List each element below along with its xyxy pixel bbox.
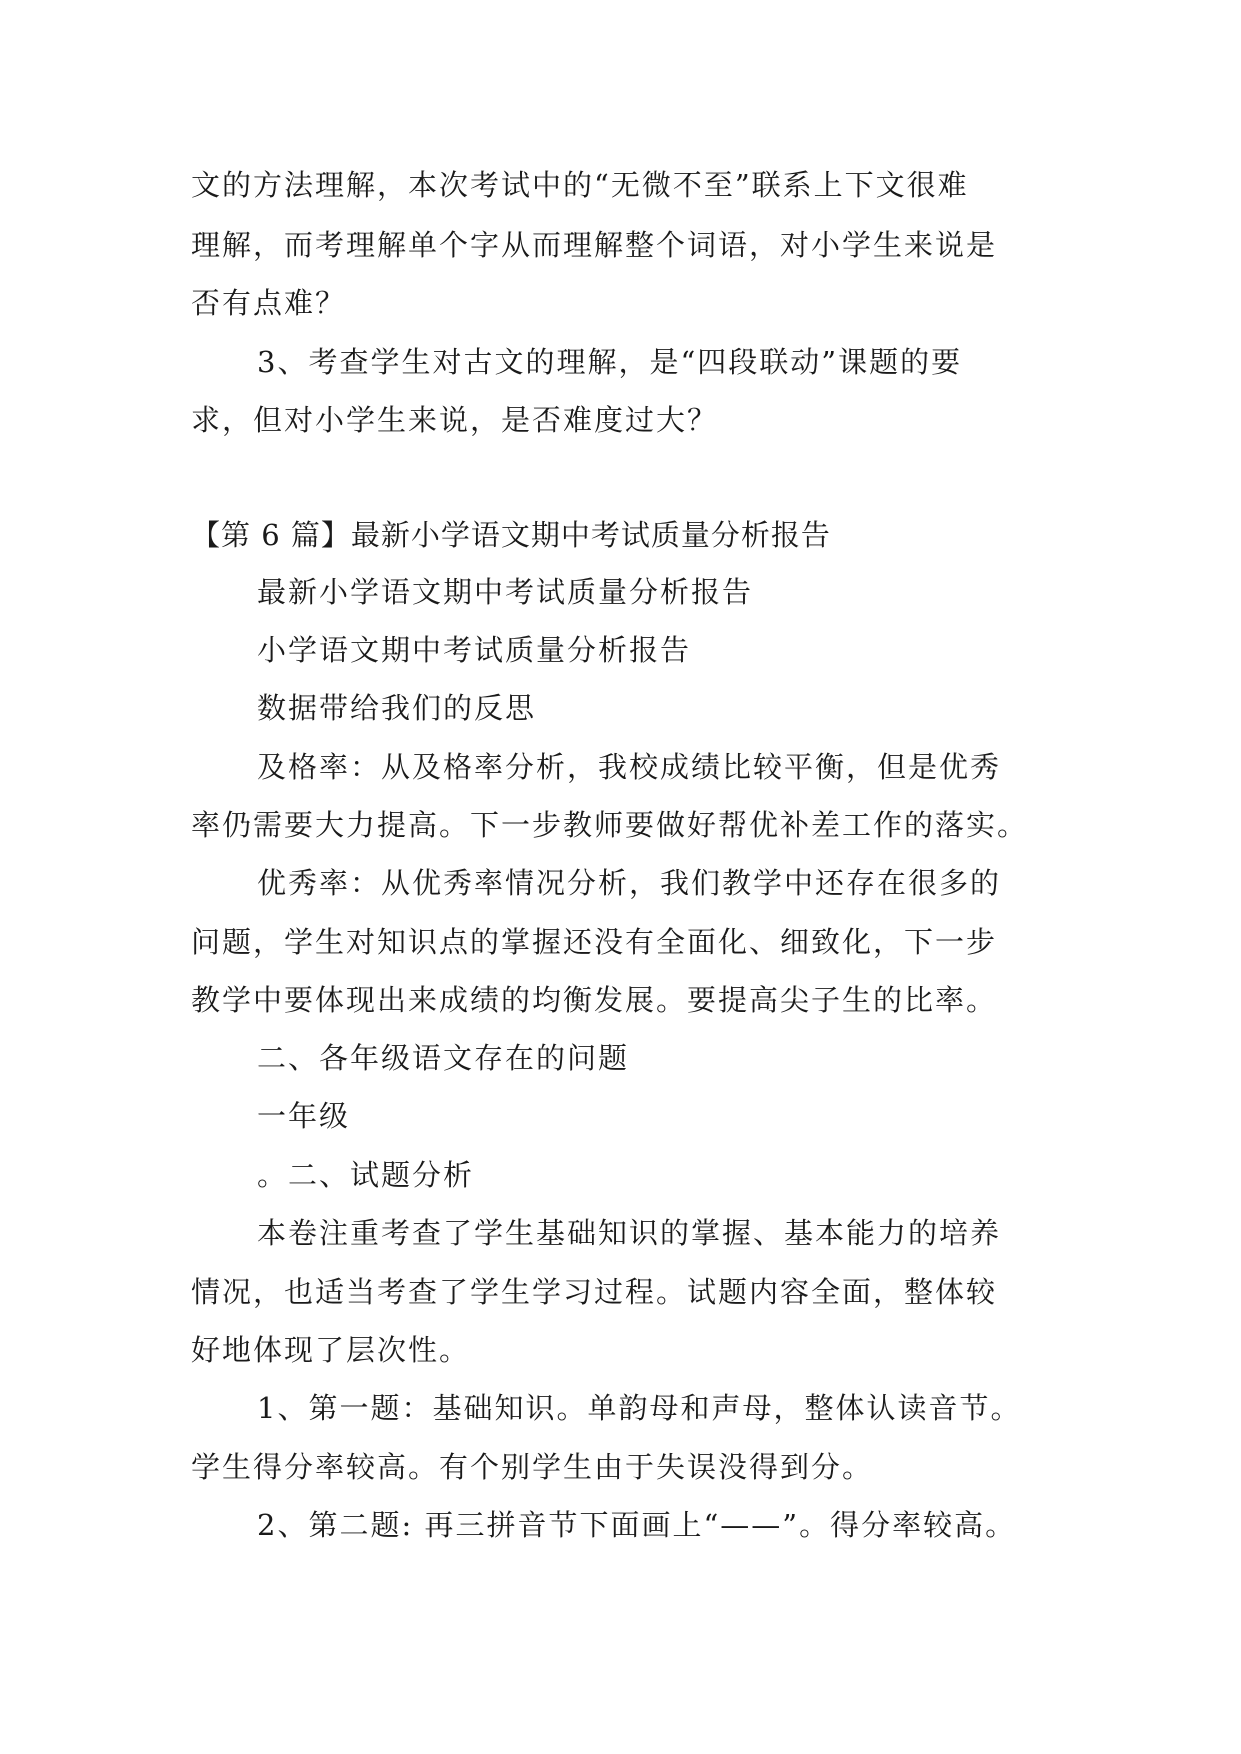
document-subtitle: 小学语文期中考试质量分析报告 (257, 633, 692, 667)
paragraph-line: 求，但对小学生来说，是否难度过大？ (191, 403, 719, 437)
section-title: 二、各年级语文存在的问题 (257, 1041, 630, 1075)
section-title: 数据带给我们的反思 (257, 691, 537, 725)
paragraph-line: 理解，而考理解单个字从而理解整个词语，对小学生来说是 (191, 228, 998, 262)
section-title: 。二、试题分析 (257, 1158, 475, 1192)
paragraph-line: 优秀率：从优秀率情况分析，我们教学中还存在很多的 (257, 866, 1002, 900)
paragraph-line: 率仍需要大力提高。下一步教师要做好帮优补差工作的落实。 (191, 808, 1029, 842)
paragraph-line: 好地体现了层次性。 (191, 1333, 471, 1367)
paragraph-line: 本卷注重考查了学生基础知识的掌握、基本能力的培养 (257, 1216, 1002, 1250)
paragraph-line: 2、第二题: 再三拼音节下面画上“——”。得分率较高。 (257, 1508, 1017, 1542)
paragraph-line: 3、考查学生对古文的理解，是“四段联动”课题的要 (257, 345, 963, 379)
section-heading: 【第 6 篇】最新小学语文期中考试质量分析报告 (191, 518, 831, 552)
document-title: 最新小学语文期中考试质量分析报告 (257, 575, 754, 609)
paragraph-line: 及格率：从及格率分析，我校成绩比较平衡，但是优秀 (257, 750, 1002, 784)
paragraph-line: 问题，学生对知识点的掌握还没有全面化、细致化，下一步 (191, 925, 998, 959)
paragraph-line: 学生得分率较高。有个别学生由于失误没得到分。 (191, 1450, 874, 1484)
paragraph-line: 教学中要体现出来成绩的均衡发展。要提高尖子生的比率。 (191, 983, 998, 1017)
section-title: 一年级 (257, 1099, 351, 1133)
paragraph-line: 否有点难？ (191, 286, 347, 320)
paragraph-line: 1、第一题：基础知识。单韵母和声母，整体认读音节。 (257, 1391, 1022, 1425)
paragraph-line: 文的方法理解，本次考试中的“无微不至”联系上下文很难 (191, 168, 969, 202)
paragraph-line: 情况，也适当考查了学生学习过程。试题内容全面，整体较 (191, 1275, 998, 1309)
